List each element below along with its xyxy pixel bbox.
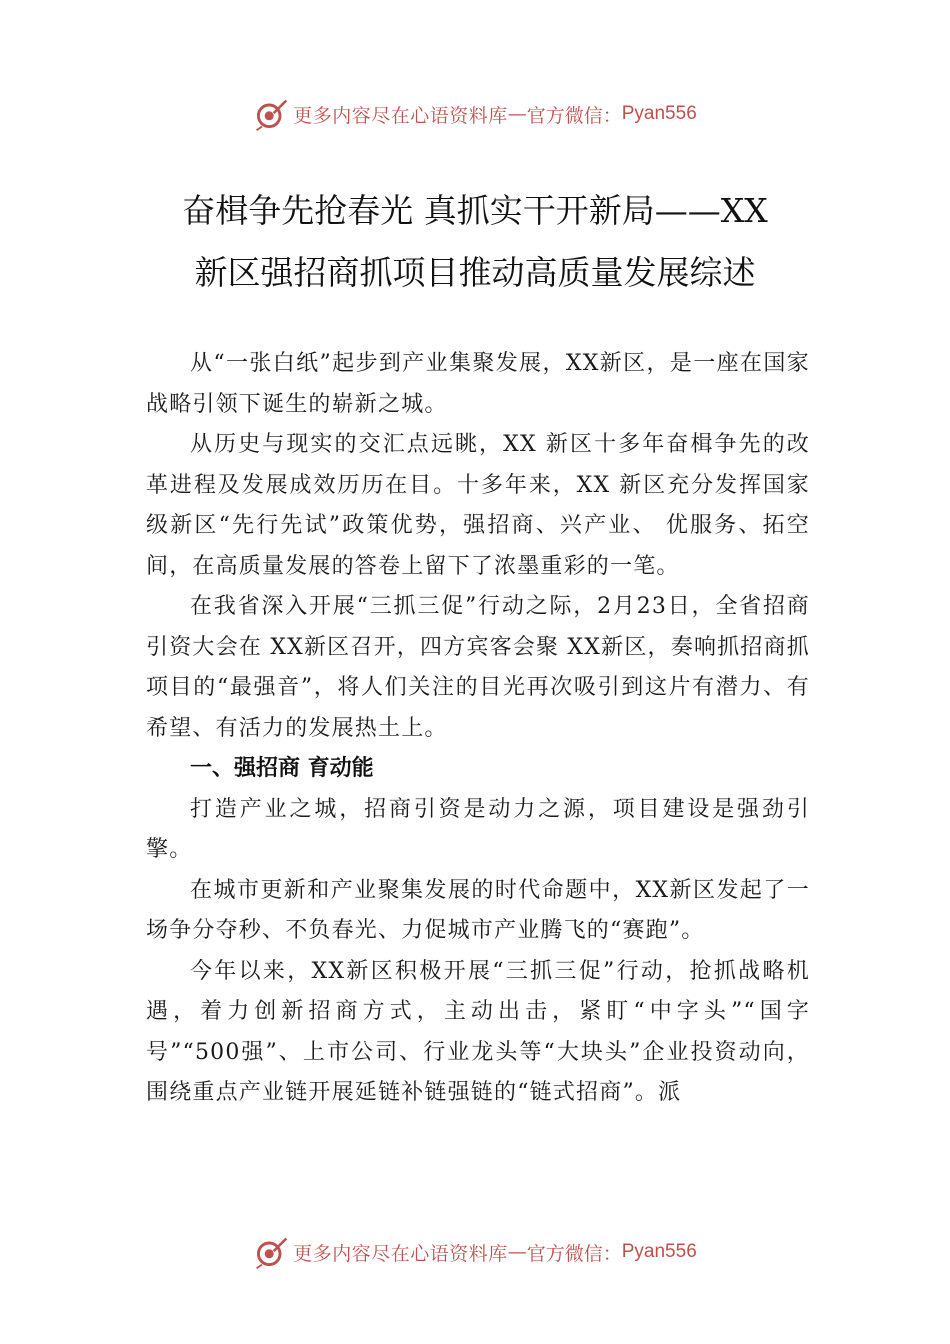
paragraph: 打造产业之城，招商引资是动力之源，项目建设是强劲引擎。 (146, 796, 810, 862)
title-line-2: 新区强招商抓项目推动高质量发展综述 (194, 253, 756, 292)
banner-wechat-id: Pyan556 (621, 1241, 697, 1262)
banner-wechat-label: 官方微信： (526, 1242, 622, 1265)
banner-dash: — (507, 103, 527, 125)
paragraph: 从“一张白纸”起步到产业集聚发展，XX新区，是一座在国家战略引领下诞生的崭新之城。 (146, 351, 810, 417)
document-body (146, 344, 810, 1114)
banner-wechat-id: Pyan556 (621, 103, 697, 124)
section-heading: 一、强招商 育动能 (190, 756, 374, 781)
title-line-1: 奋楫争先抢春光 真抓实干开新局——XX (182, 191, 768, 230)
banner-wechat-label: 官方微信： (526, 104, 622, 127)
paragraph: 今年以来，XX新区积极开展“三抓三促”行动，抢抓战略机遇，着力创新招商方式，主动出击，紧盯“中字头”“国字号”“500强”、上市公司、行业龙头等“大块头”企业投资动向，围绕重点产业链开展延链补链强链的“链式招商”。派 (146, 958, 810, 1105)
footer-watermark-banner (0, 1232, 950, 1272)
banner-text: 更多内容尽在心语资料库 (293, 1242, 508, 1265)
paragraph: 从历史与现实的交汇点远眺，XX 新区十多年奋楫争先的改革进程及发展成效历历在目。十多年来，XX 新区充分发挥国家级新区“先行先试”政策优势，强招商、兴产业、 优服务、拓空间，在高质量发展的答卷上留下了浓墨重彩的一笔。 (146, 432, 810, 579)
header-watermark-banner (0, 94, 950, 134)
banner-dash: — (507, 1241, 527, 1263)
banner-text: 更多内容尽在心语资料库 (293, 104, 508, 127)
document-title (90, 180, 860, 304)
pen-logo-icon (253, 96, 289, 132)
paragraph: 在我省深入开展“三抓三促”行动之际，2月23日，全省招商引资大会在 XX新区召开，四方宾客会聚 XX新区，奏响抓招商抓项目的“最强音”，将人们关注的目光再次吸引到这片有潜力、有希望、有活力的发展热土上。 (146, 594, 810, 741)
pen-logo-icon (253, 1234, 289, 1270)
paragraph: 在城市更新和产业聚集发展的时代命题中，XX新区发起了一场争分夺秒、不负春光、力促城市产业腾飞的“赛跑”。 (146, 877, 810, 943)
